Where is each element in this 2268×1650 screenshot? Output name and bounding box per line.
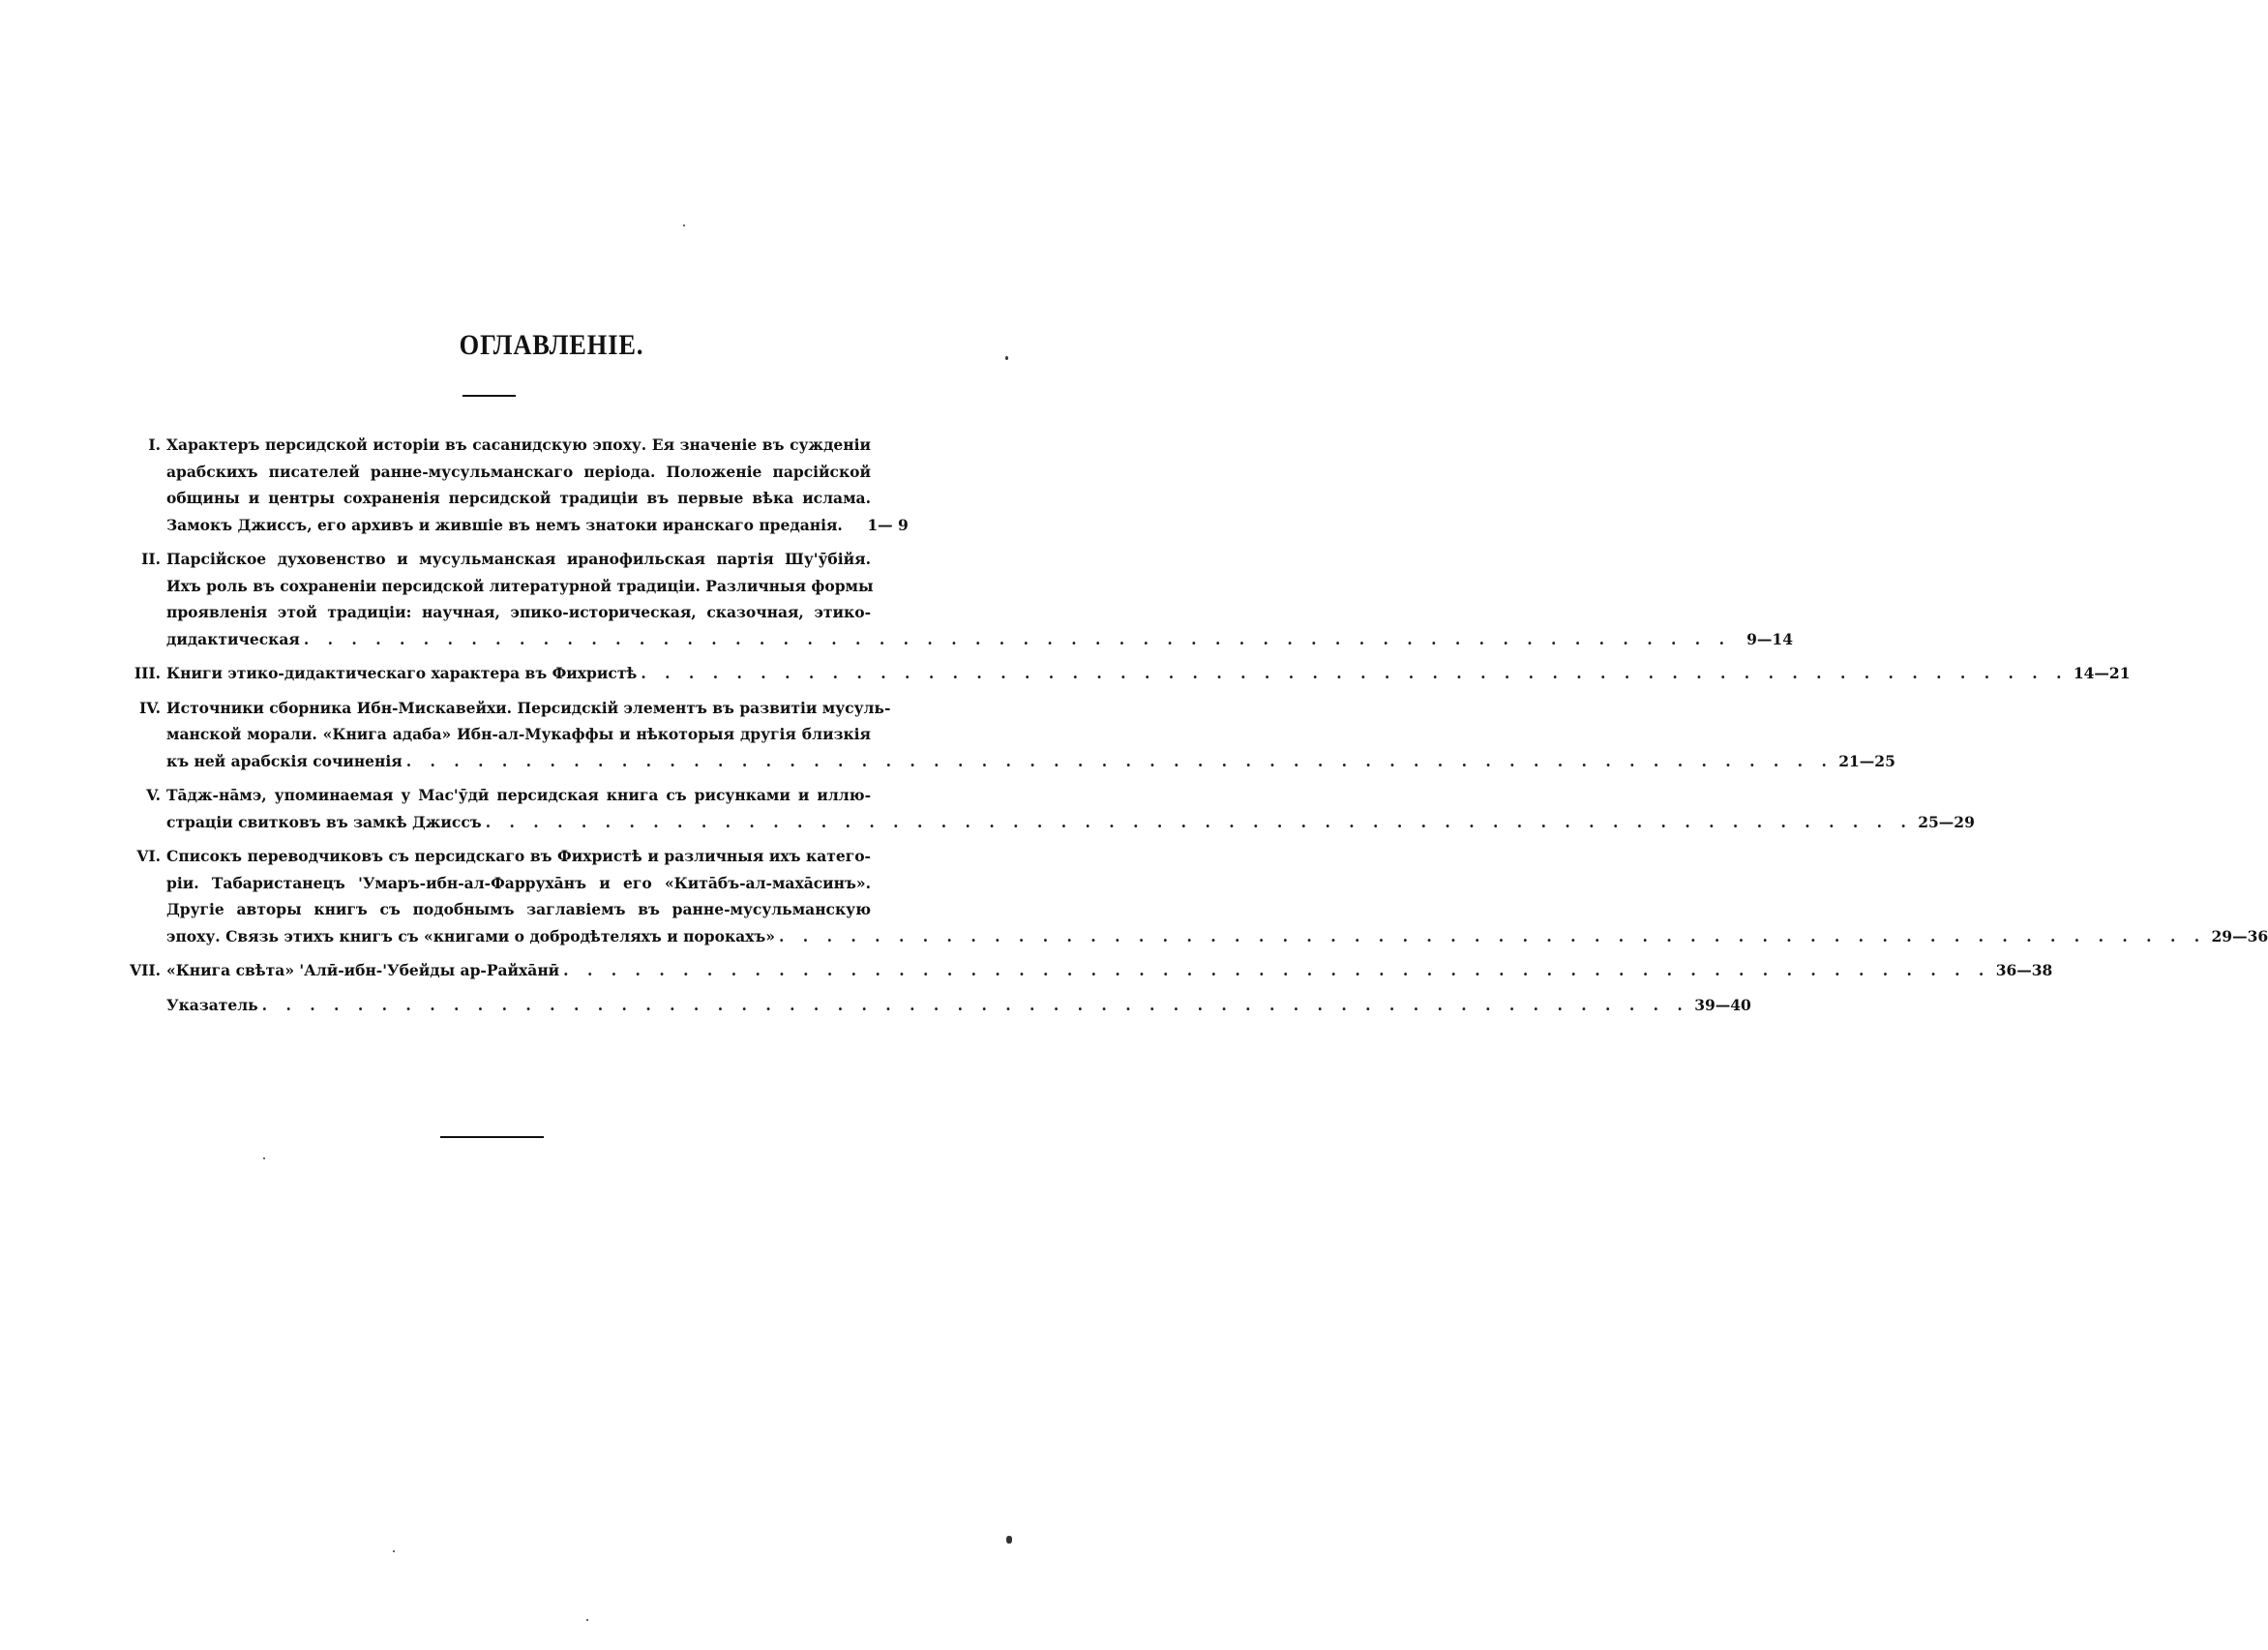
- dot-leader: . . . . . . . . . . . . . . . . . . . . . . . . . . . . . . . . . . . . . . . . . . . . . . . . . . . . . . . . . . . .: [563, 961, 1991, 979]
- closing-rule: [440, 1136, 544, 1138]
- entry-text-line: Замокъ Джиссъ, его архивъ и жившіе въ немъ знатоки иранскаго преданія.: [166, 515, 843, 534]
- entry-text-line: «Книга свѣта» 'Алӣ-ибн-'Убейды ар-Райхāнӣ: [166, 961, 560, 979]
- toc-entry-3: [116, 660, 2131, 687]
- entry-text-line: Указатель: [166, 995, 258, 1014]
- entry-text-line: ріи. Табаристанецъ 'Умаръ-ибн-ал-Фаррухāнъ и его «Китāбъ-ал-махāсинъ».: [166, 873, 871, 892]
- toc-entry-4: [116, 695, 1895, 775]
- chapter-number: VII.: [130, 961, 161, 979]
- entry-text-line: проявленія этой традиціи: научная, эпико-историческая, сказочная, этико-: [166, 603, 871, 621]
- entry-text-line: общины и центры сохраненія персидской традиціи въ первые вѣка ислама.: [166, 489, 871, 507]
- entry-text-line: Другіе авторы книгъ съ подобнымъ заглавіемъ въ ранне-мусульманскую: [166, 900, 871, 918]
- entry-text-line: эпоху. Связь этихъ книгъ съ «книгами о добродѣтеляхъ и порокахъ»: [166, 926, 775, 945]
- entry-text-line: Книги этико-дидактическаго характера въ Фихристѣ: [166, 664, 638, 682]
- chapter-number: II.: [141, 550, 161, 568]
- page-range: 25—29: [1918, 812, 1975, 831]
- page-range: 9—14: [1746, 629, 1793, 648]
- page-title: ОГЛАВЛЕНІЕ.: [459, 329, 644, 361]
- page-range: 36—38: [1995, 961, 2053, 979]
- entry-text-line: Ихъ роль въ сохраненіи персидской литературной традиціи. Различныя формы: [166, 576, 874, 595]
- entry-text-line: манской морали. «Книга адаба» Ибн-ал-Мукаффы и нѣкоторыя другія близкія: [166, 725, 871, 743]
- chapter-number: IV.: [139, 698, 161, 717]
- scan-speck: [263, 1157, 265, 1159]
- entry-text-line: Тāдж-нāмэ, упоминаемая у Мас'ӯдӣ персидская книга съ рисунками и иллю-: [166, 786, 871, 804]
- dot-leader: . . . . . . . . . . . . . . . . . . . . . . . . . . . . . . . . . . . . . . . . . . . . . . . . . . . . . . . . . . . .: [779, 926, 2207, 945]
- entry-text-line: Источники сборника Ибн-Мискавейхи. Персидскій элементъ въ развитіи мусуль-: [166, 698, 891, 717]
- toc-entry-index: [116, 992, 1751, 1019]
- toc-entry-5: [116, 782, 1975, 835]
- chapter-number: VI.: [136, 847, 161, 865]
- entry-text-line: Парсійское духовенство и мусульманская иранофильская партія Шу'ӯбійя.: [166, 550, 871, 568]
- dot-leader: . . . . . . . . . . . . . . . . . . . . . . . . . . . . . . . . . . . . . . . . . . . . . . . . . . . . . . . . . . . .: [405, 751, 1834, 770]
- entry-text-line: къ ней арабскія сочиненія: [166, 751, 403, 770]
- entry-text-line: дидактическая: [166, 629, 300, 648]
- toc-entry-2: [116, 546, 1793, 652]
- scan-speck: [393, 1550, 395, 1552]
- scan-speck: [586, 1619, 588, 1621]
- table-of-contents: [116, 432, 2268, 1026]
- toc-entry-1: [116, 432, 909, 538]
- toc-entry-7: [116, 957, 2053, 984]
- toc-entry-6: [116, 843, 2268, 949]
- dot-leader: . . . . . . . . . . . . . . . . . . . . . . . . . . . . . . . . . . . . . . . . . . . . . . . . . . . . . . . . . . . .: [303, 629, 1731, 648]
- page-range: 39—40: [1694, 995, 1751, 1014]
- entry-text-line: страціи свитковъ въ замкѣ Джиссъ: [166, 812, 482, 831]
- page-range: 29—36: [2211, 926, 2268, 945]
- dot-leader: . . . . . . . . . . . . . . . . . . . . . . . . . . . . . . . . . . . . . . . . . . . . . . . . . . . . . . . . . . . .: [261, 995, 1689, 1014]
- scan-speck: [683, 225, 685, 226]
- title-divider: [463, 395, 516, 397]
- entry-text-line: Характеръ персидской исторіи въ сасанидскую эпоху. Ея значеніе въ сужденіи: [166, 435, 871, 454]
- chapter-number: III.: [134, 664, 161, 682]
- dot-leader: . . . . . . . . . . . . . . . . . . . . . . . . . . . . . . . . . . . . . . . . . . . . . . . . . . . . . . . . . . . .: [485, 812, 1913, 831]
- scan-speck: [1005, 356, 1008, 360]
- dot-leader: . . . . . . . . . . . . . . . . . . . . . . . . . . . . . . . . . . . . . . . . . . . . . . . . . . . . . . . . . . . .: [641, 664, 2069, 682]
- page-range: 1— 9: [867, 515, 909, 534]
- entry-text-line: арабскихъ писателей ранне-мусульманскаго періода. Положеніе парсійской: [166, 462, 871, 481]
- chapter-number: V.: [146, 786, 161, 804]
- page-range: 21—25: [1838, 751, 1895, 770]
- scan-speck: [1006, 1536, 1012, 1544]
- page-range: 14—21: [2073, 664, 2131, 682]
- entry-text-line: Списокъ переводчиковъ съ персидскаго въ Фихристѣ и различныя ихъ катего-: [166, 847, 871, 865]
- chapter-number: I.: [148, 435, 161, 454]
